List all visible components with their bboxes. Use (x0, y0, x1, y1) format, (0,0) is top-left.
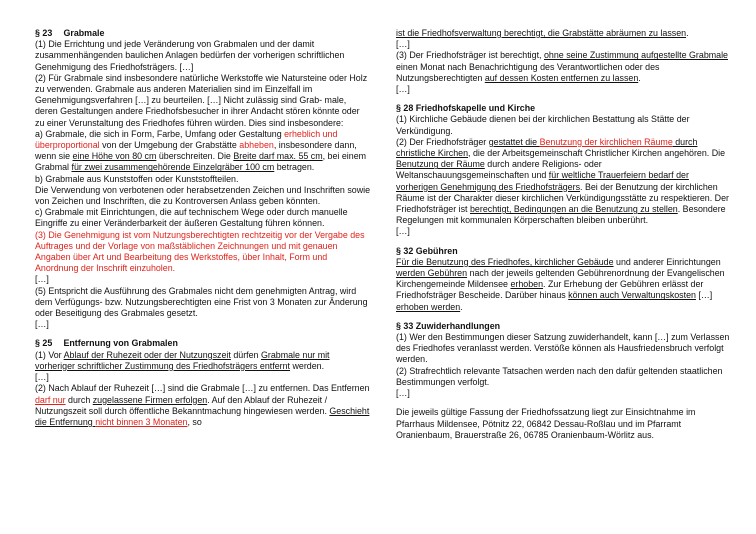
text-run: und anderer Einrichtungen (613, 256, 721, 267)
text-run: für weltliche Trauerfeiern bedarf der vorherigen Genehmigung des Friedhofsträgers (396, 170, 689, 192)
text-run: , bei einem Grabmal (35, 151, 367, 173)
right-column (396, 28, 730, 441)
paragraph (35, 129, 371, 174)
text-run: durch andere Religions- oder Weltanschauungsgemeinschaften und (396, 159, 602, 181)
text-run: werden. (290, 360, 325, 371)
text-run: (3) Der Friedhofsträger ist berechtigt, (396, 50, 544, 61)
text-run: […] (35, 319, 49, 330)
text-run: a) Grabmale, die sich in Form, Farbe, Umfang oder Gestaltung (35, 128, 285, 139)
text-run: darf nur (35, 394, 66, 405)
section-title (396, 103, 730, 114)
text-run: , so (187, 416, 202, 427)
text-run: werden Gebühren (396, 268, 468, 279)
text-run: c) Grabmale mit Einrichtungen, die auf technischem Wege oder durch manuelle Eingriffe zu einer Veränderbarkeit der äußeren Gestaltung führen können. (35, 207, 348, 229)
paragraph (35, 350, 371, 372)
text-run: . Auf den Ablauf der Ruhezeit / Nutzungszeit soll durch öffentliche Bekanntmachung hingewiesen werden. (35, 394, 330, 416)
text-run: (1) Vor (35, 349, 64, 360)
text-run: Die Verwendung von verbotenen oder herabsetzenden Zeichen und Inschriften sowie von Zeichen und Inschriften, die zu Kontroversen Anlass geben könnten. (35, 184, 371, 207)
text-run: erhoben (510, 279, 544, 290)
text-run: […] (35, 274, 49, 285)
text-run: ist die Friedhofsverwaltung berechtigt, die Grabstätte abräumen zu lassen (396, 28, 687, 38)
paragraph (396, 39, 730, 50)
text-run: […] (396, 226, 410, 237)
text-run: b) Grabmale aus Kunststoffen oder Kunststoffteilen. (35, 173, 239, 184)
section-title (396, 321, 730, 332)
text-run: Benutzung der kirchlichen Räume (539, 136, 673, 147)
footer-note: Die jeweils gültige Fassung der Friedhofssatzung liegt zur Einsichtnahme im Pfarrhaus Mildensee, Pötnitz 22, 06842 Dessau-Roßlau und im Pfarramt Oranienbaum, Brauerstraße 26, 06785 Oranienbaum-Wörlitz aus. (396, 407, 696, 440)
text-run: eine Höhe von 80 cm (72, 151, 157, 162)
text-run: können auch Verwaltungskosten (568, 290, 696, 301)
text-run: nach der jeweils geltenden Gebührenordnung der Evangelischen Kirchengemeinde Mildensee (396, 268, 725, 290)
section (396, 246, 730, 313)
section-title (35, 338, 371, 349)
text-run: gestattet die (488, 136, 540, 147)
section (35, 28, 371, 330)
text-run: . Besondere Regelungen mit kommunalen Körperschaften bleiben unberührt. (396, 204, 726, 226)
text-run: nicht binnen 3 Monaten (95, 416, 188, 427)
text-run: (1) Die Errichtung und jede Veränderung von Grabmalen und der damit zusammenhängenden baulichen Anlagen bedürfen der vorherigen schriftlichen Genehmigung des Friedhofsträgers. […] (35, 39, 345, 72)
text-run: […] (396, 388, 410, 399)
section (396, 103, 730, 237)
paragraph (35, 73, 371, 129)
text-run: abheben (239, 140, 274, 151)
text-run: (2) Der Friedhofsträger (396, 136, 489, 147)
paragraph (396, 366, 730, 388)
text-run: . Bei der Benutzung der kirchlichen Räume ist der Charakter dieser kirchlichen Verkündigungsstätte zu respektieren. Der Friedhofsträger ist (396, 181, 729, 215)
paragraph (35, 372, 371, 383)
text-run: (5) Entspricht die Ausführung des Grabmales nicht dem genehmigten Antrag, wird dem Verfügungs- bzw. Nutzungsberechtigten eine Frist von 3 Monaten zur Änderung oder Beseitigung des Grabmales gesetzt. (35, 285, 368, 319)
paragraph (396, 50, 730, 84)
paragraph (396, 84, 730, 95)
text-run: . (638, 72, 641, 83)
section-heading: Grabmale (63, 28, 105, 38)
text-run: betragen. (274, 162, 315, 173)
paragraph (396, 332, 730, 366)
text-run: erhoben werden (396, 301, 461, 312)
section-number: § 23 (35, 28, 53, 38)
text-run: durch (65, 394, 93, 405)
text-run: von der Umgebung der Grabstätte (99, 140, 240, 151)
text-run: überschreiten. Die (156, 151, 234, 162)
paragraph (35, 383, 371, 428)
paragraph (396, 114, 730, 136)
paragraph (396, 226, 730, 237)
text-run: berechtigt, Bedingungen an die Benutzung zu stellen (470, 204, 678, 215)
text-run: für zwei zusammengehörende Einzelgräber 100 cm (71, 162, 275, 173)
text-run: auf dessen Kosten entfernen zu lassen (484, 72, 639, 83)
section-title (396, 246, 730, 257)
section-heading: Entfernung von Grabmalen (63, 338, 178, 349)
paragraph (35, 230, 371, 275)
text-run: (2) Strafrechtlich relevante Tatsachen werden nach den dafür geltenden staatlichen Bestimmungen verfolgt. (396, 365, 723, 387)
text-run: […] (35, 372, 49, 383)
section (396, 28, 730, 95)
section (35, 338, 371, 428)
text-run: […] (396, 39, 410, 50)
left-column (35, 28, 371, 436)
section-number: § 25 (35, 338, 53, 349)
text-run: Geschieht die Entfernung (35, 405, 370, 427)
text-run: Ablauf der Ruhezeit oder der Nutzungszeit (63, 349, 231, 360)
paragraph (396, 137, 730, 227)
text-run: . (460, 301, 463, 312)
text-run: (1) Kirchliche Gebäude dienen bei der kirchlichen Bestattung als Stätte der Verkündigung. (396, 114, 690, 136)
text-run: Für die Benutzung des Friedhofes, kirchlicher Gebäude (396, 256, 614, 267)
text-run: , die der Arbeitsgemeinschaft Christlicher Kirchen angehören. Die (468, 148, 726, 159)
text-run: […] (695, 290, 713, 301)
paragraph (396, 257, 730, 313)
paragraph (396, 388, 730, 399)
text-run: (3) Die Genehmigung ist vom Nutzungsberechtigten rechtzeitig vor der Vergabe des Auftrages und der Vorlage von maßstäblichen Zeichnungen und mit genauen Angaben über Art und Bearbeitung des Werkstoffes, über Inhalt, Form und Anordnung der Inschrift einzuholen. (35, 229, 365, 274)
text-run: dürfen (230, 349, 261, 360)
paragraph (35, 39, 371, 73)
text-run: Grabmale nur mit vorheriger schriftlicher Zustimmung des Friedhofsträgers entfernt (35, 349, 330, 371)
right-column-sections (396, 28, 730, 399)
section-title (35, 28, 371, 39)
paragraph (35, 207, 371, 229)
text-run: […] (396, 84, 410, 95)
text-run: durch christliche Kirchen (396, 136, 698, 159)
text-run: . Zur Erhebung der Gebühren erlässt der Friedhofsträger Bescheide. Darüber hinaus (396, 279, 704, 301)
text-run: erheblich und überproportional (35, 128, 338, 151)
paragraph (35, 319, 371, 330)
paragraph (396, 28, 730, 39)
text-run: einen Monat nach Benachrichtigung des Verantwortlichen oder des Nutzungsberechtigten (396, 61, 660, 83)
section-heading: § 33 Zuwiderhandlungen (396, 320, 501, 331)
section (396, 321, 730, 399)
text-run: (2) Nach Ablauf der Ruhezeit […] sind die Grabmale […] zu entfernen. Das Entfernen (35, 383, 370, 394)
section-heading: § 28 Friedhofskapelle und Kirche (396, 103, 536, 114)
paragraph (35, 174, 371, 185)
text-run: zugelassene Firmen erfolgen (92, 394, 208, 405)
paragraph (35, 185, 371, 207)
section-heading: § 32 Gebühren (396, 245, 458, 256)
text-run: Benutzung der Räume (396, 159, 485, 170)
text-run: ohne seine Zustimmung aufgestellte Grabmale (543, 50, 728, 61)
text-run: Breite darf max. 55 cm (233, 151, 323, 162)
paragraph (35, 274, 371, 285)
text-run: (1) Wer den Bestimmungen dieser Satzung zuwiderhandelt, kann […] zum Verlassen des Friedhofes veranlasst werden. Verstöße können als Hausfriedensbruch verfolgt werden. (396, 332, 730, 365)
text-run: (2) Für Grabmale sind insbesondere natürliche Werkstoffe wie Natursteine oder Holz zu verwenden. Grabmale aus anderen Materialien sind im Einzelfall im Genehmigungsverfahren […] zu beurteilen. […] Nicht zulässig sind Grab- male, deren Gestaltungen andere Friedhofsbesucher in ihrer Andacht stören könnte oder zu einer Verunstaltung des Friedhofes führen würden. Dies sind insbesondere: (35, 72, 368, 128)
text-run: , insbesondere dann, wenn sie (35, 140, 357, 162)
paragraph (35, 286, 371, 320)
text-run: . (686, 28, 689, 38)
